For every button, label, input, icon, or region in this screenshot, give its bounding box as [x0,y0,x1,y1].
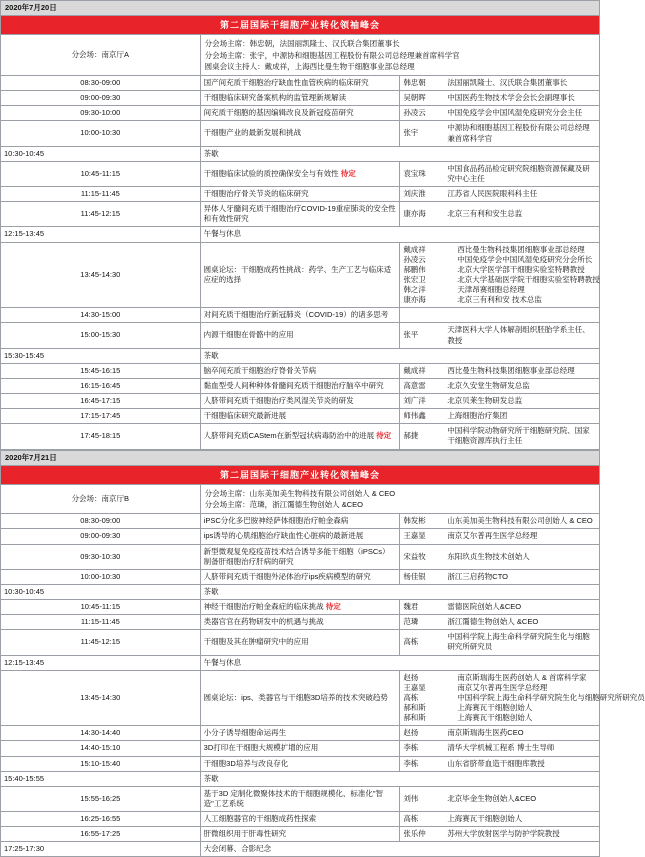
agenda-row [1,378,600,393]
agenda-row [1,161,600,186]
session-time: 16:15-16:45 [1,378,201,393]
session-topic [200,514,400,529]
session-speaker [400,544,600,569]
speaker-name: 郝捷 [403,431,419,441]
session-speaker [400,106,600,121]
session-time: 09:30-10:00 [1,106,201,121]
session-time: 10:45-11:15 [1,600,201,615]
agenda-break-row [1,842,600,857]
speaker-name: 范璘 [403,617,419,627]
session-room-label: 分会场：南京厅B [1,484,201,514]
session-topic [200,187,400,202]
agenda-row [1,786,600,811]
day-date-bar [1,450,600,465]
session-topic-text: 人工细胞器官的干细胞成药性探索 [203,814,317,824]
session-topic [200,409,400,424]
speaker-affiliation: 中国科学院上海生命科学研究院生化与细胞研究所研究员 [447,632,590,652]
session-speaker [400,363,600,378]
session-speaker [400,514,600,529]
agenda-table-day1 [0,0,600,450]
speaker-affiliation: 雷德医院创始人&CEO [447,602,522,612]
panelist-list [400,670,645,726]
session-time: 15:45-16:15 [1,363,201,378]
session-time: 14:30-15:00 [1,308,201,323]
panelist-affiliation: 北京三有利和安 技术总监 [457,295,542,305]
session-time: 11:15-11:45 [1,615,201,630]
speaker-name: 高意雷 [403,380,426,390]
speaker-affiliation: 中国医药生物技术学会会长会副理事长 [447,93,575,103]
session-chair-line: 分会场主席：山东美加美生物科技有限公司创始人 & CEO [204,488,396,498]
speaker-affiliation: 东阳玖贞生物技术创始人 [447,551,530,561]
panelist-names [403,673,457,724]
session-chair-list [200,484,599,514]
agenda-row [1,91,600,106]
agenda-table-day2 [0,450,645,857]
speaker-affiliation: 天津医科大学人体解剖组织胚胎学系主任、教授 [447,325,590,345]
session-chair-line: 圆桌会议主持人：戴成祥，上海西比曼生物干细胞事业部总经理 [204,61,415,71]
panelist-name: 戴成祥 [403,244,426,254]
agenda-row [1,600,600,615]
session-topic [200,91,400,106]
session-topic-text: 干细胞治疗骨关节炎的临床研究 [203,189,309,199]
session-time: 17:15-17:45 [1,409,201,424]
session-topic [200,323,400,348]
session-topic-text: 小分子诱导细胞命运再生 [203,728,287,738]
agenda-row [1,363,600,378]
session-speaker [400,76,600,91]
session-pending-badge: 待定 [340,168,356,178]
speaker-affiliation: 浙江三启药物CTO [447,571,509,581]
speaker-name: 赵扬 [403,728,419,738]
session-topic [200,106,400,121]
session-time: 13:45-14:30 [1,242,201,308]
speaker-name: 李栋 [403,758,419,768]
session-topic [200,544,400,569]
panelist-affiliations [457,244,600,306]
session-time: 11:45-12:15 [1,630,201,655]
break-time: 15:40-15:55 [1,771,201,786]
agenda-row [1,514,600,529]
session-topic [200,424,400,449]
session-time: 16:55-17:25 [1,827,201,842]
panelist-list [400,242,600,308]
session-speaker [400,187,600,202]
session-speaker [400,323,600,348]
session-time: 13:45-14:30 [1,670,201,726]
session-topic-text: 肝微组织用于肝毒性研究 [203,829,287,839]
speaker-name: 戴成祥 [403,365,426,375]
panelist-name: 王嘉显 [403,682,426,692]
agenda-row [1,615,600,630]
session-pending-badge: 待定 [376,431,392,441]
session-time: 11:15-11:45 [1,187,201,202]
session-time: 14:30-14:40 [1,726,201,741]
break-label: 午餐与休息 [200,227,599,242]
speaker-affiliation: 苏州大学放射医学与防护学院教授 [447,829,560,839]
session-chair-line: 分会场主席：范璘，浙江霭德生物创始人 &CEO [204,500,363,510]
session-topic: 圆桌论坛：ips、类器官与干细胞3D培养的技术突破趋势 [200,670,400,726]
break-label: 茶歇 [200,146,599,161]
speaker-affiliation: 法国丽凯隆士、汉氏联合集团董事长 [447,78,568,88]
agenda-row [1,726,600,741]
session-pending-badge: 待定 [325,602,341,612]
session-room-label: 分会场：南京厅A [1,35,201,76]
day-date: 2020年7月21日 [1,450,600,465]
speaker-name: 韩忠朝 [403,78,426,88]
agenda-break-row [1,348,600,363]
speaker-affiliation: 北京久安堂生物研发总监 [447,380,530,390]
session-topic [200,121,400,146]
panelist-name: 孙凌云 [403,254,426,264]
session-time: 14:40-15:10 [1,741,201,756]
session-speaker [400,630,600,655]
session-topic-text: 异体人牙髓间充质干细胞治疗COVID-19重症肺炎的安全性和有效性研究 [203,204,396,224]
speaker-affiliation: 中国免疫学会中国风湿免疫研究分会主任 [447,108,583,118]
panelist-name: 高栋 [403,692,419,702]
session-topic [200,308,400,323]
speaker-name: 师伟鑫 [403,411,426,421]
speaker-name: 刘广洋 [403,396,426,406]
agenda-row [1,394,600,409]
session-speaker [400,161,600,186]
agenda-row [1,424,600,449]
agenda-row [1,756,600,771]
agenda-break-row [1,584,600,599]
break-time: 10:30-10:45 [1,584,201,599]
day-date: 2020年7月20日 [1,1,600,16]
speaker-name: 魏君 [403,602,419,612]
break-label: 茶歇 [200,584,599,599]
speaker-affiliation: 浙江霭德生物创始人 &CEO [447,617,539,627]
session-chair-line: 分会场主席：张宇，中源协和细胞基因工程股份有限公司总经理兼首席科学官 [204,50,460,60]
session-topic [200,202,400,227]
session-speaker [400,827,600,842]
session-chair-row [1,484,600,514]
session-topic [200,569,400,584]
session-speaker [400,424,600,449]
agenda-row [1,202,600,227]
session-topic [200,756,400,771]
speaker-affiliation: 上海赛瓦干细胞创始人 [447,814,523,824]
session-time: 10:45-11:15 [1,161,201,186]
session-speaker [400,786,600,811]
session-topic [200,394,400,409]
speaker-name: 袁宝珠 [403,168,426,178]
session-topic [200,600,400,615]
agenda-row [1,827,600,842]
speaker-affiliation: 北京贝莱生物研发总监 [447,396,523,406]
session-speaker [400,394,600,409]
session-time: 16:25-16:55 [1,812,201,827]
session-speaker [400,121,600,146]
speaker-name: 张宇 [403,128,419,138]
agenda-panel-row [1,242,600,308]
speaker-affiliation: 中国科学院动物研究所干细胞研究院、国家干细胞资源库执行主任 [447,426,590,446]
agenda-row [1,569,600,584]
summit-title: 第二届国际干细胞产业转化领袖峰会 [1,16,600,35]
session-time: 08:30-09:00 [1,514,201,529]
summit-title: 第二届国际干细胞产业转化领袖峰会 [1,465,600,484]
session-topic-text: 国产间充质干细胞治疗缺血性血管疾病的临床研究 [203,78,369,88]
panelist-name: 韩之洋 [403,285,426,295]
session-topic-text: 人脐带间充质干细胞治疗类风湿关节炎的研发 [203,396,354,406]
session-topic-text: 间充质干细胞的基因编辑改良及新冠疫苗研究 [203,108,354,118]
session-topic-text: 干细胞产业的最新发展和挑战 [203,128,302,138]
agenda-row [1,76,600,91]
break-label: 茶歇 [200,348,599,363]
agenda-row [1,409,600,424]
break-time: 12:15-13:45 [1,227,201,242]
panelist-affiliation: 北京大学医学部干细胞实验室特聘教授 [457,264,585,274]
session-time: 15:10-15:40 [1,756,201,771]
session-topic: 圆桌论坛：干细胞成药性挑战：药学、生产工艺与临床适应症的选择 [200,242,400,308]
session-topic [200,812,400,827]
session-topic-text: 干细胞临床研究最新进展 [203,411,287,421]
agenda-row [1,323,600,348]
session-topic-text: 干细胞及其在肿瘤研究中的应用 [203,637,309,647]
session-time: 10:00-10:30 [1,121,201,146]
session-topic-text: 3D打印在干细胞大规模扩增的应用 [203,743,319,753]
speaker-name: 高栋 [403,814,419,824]
speaker-affiliation: 山东美加美生物科技有限公司创始人 & CEO [447,516,593,526]
panelist-name: 郝鹏伟 [403,264,426,274]
speaker-name: 韩发彬 [403,516,426,526]
session-speaker [400,202,600,227]
panelist-affiliation: 北京大学基础医学院干细胞实验室特聘教授 [457,274,600,284]
session-time: 09:30-10:30 [1,544,201,569]
speaker-affiliation: 山东省脐带血造干细胞库教授 [447,758,545,768]
panelist-names [403,245,457,306]
agenda-row [1,106,600,121]
break-label: 大会闭幕、合影纪念 [200,842,599,857]
speaker-name: 刘庆淮 [403,189,426,199]
speaker-name: 康亦海 [403,209,426,219]
break-time: 10:30-10:45 [1,146,201,161]
panelist-affiliation: 西比曼生物科技集团细胞事业部总经理 [457,244,585,254]
session-topic-text: 干细胞临床研究备案机构的监管理新规解读 [203,93,347,103]
session-speaker [400,529,600,544]
session-topic-text: 神经干细胞治疗帕金森症的临床挑战 [203,602,324,612]
panelist-affiliation: 上海赛瓦干细胞创始人 [457,713,533,723]
session-time: 16:45-17:15 [1,394,201,409]
session-topic [200,363,400,378]
session-chair-list [200,35,599,76]
session-time: 17:45-18:15 [1,424,201,449]
agenda-break-row [1,227,600,242]
session-topic-text: 干细胞临床试验的质控确保安全与有效性 [203,168,339,178]
break-time: 17:25-17:30 [1,842,201,857]
speaker-name: 张平 [403,330,419,340]
speaker-affiliation: 中国食品药品检定研究院细胞资源保藏及研究中心主任 [447,163,590,183]
session-topic [200,741,400,756]
speaker-name: 吴朝晖 [403,93,426,103]
speaker-name: 王嘉显 [403,531,426,541]
agenda-break-row [1,146,600,161]
session-speaker [400,812,600,827]
session-topic-text: 人脐带间充质干细胞外泌体治疗ips疾病模型的研究 [203,571,371,581]
speaker-affiliation: 清华大学机械工程系 博士生导师 [447,743,555,753]
session-topic-text: 干细胞3D培养与改良存化 [203,758,289,768]
session-topic-text: 内源干细胞在骨骼中的应用 [203,330,294,340]
speaker-affiliation: 南京斯瑞海生医药CEO [447,728,524,738]
session-chair-row [1,35,600,76]
session-speaker [400,756,600,771]
session-topic [200,827,400,842]
speaker-name: 孙凌云 [403,108,426,118]
panelist-affiliation: 中国科学院上海生命科学研究院生化与细胞研究所研究员 [457,692,645,702]
panelist-name: 张宏卫 [403,274,426,284]
session-topic-text: 新型微观复免疫疫苗技术结合诱导多能干细胞（iPSCs）制备肝细胞治疗肝病的研究 [203,546,390,566]
session-speaker [400,600,600,615]
panelist-affiliation: 天津昂赛细胞总经理 [457,285,525,295]
session-chair-line: 分会场主席：韩忠朝，法国丽凯隆士、汉氏联合集团董事长 [204,39,400,49]
session-topic-text: ips诱导的心肌细胞治疗缺血性心脏病的最新进展 [203,531,364,541]
session-time: 09:00-09:30 [1,529,201,544]
session-time: 15:55-16:25 [1,786,201,811]
speaker-name: 张乐仲 [403,829,426,839]
session-topic [200,161,400,186]
summit-title-bar [1,465,600,484]
summit-title-bar [1,16,600,35]
speaker-affiliation: 西比曼生物科技集团细胞事业部总经理 [447,365,575,375]
agenda-row [1,121,600,146]
speaker-name: 宋益牧 [403,551,426,561]
break-label: 午餐与休息 [200,655,599,670]
speaker-affiliation: 南京艾尔普再生医学总经理 [447,531,538,541]
session-speaker [400,91,600,106]
session-topic [200,529,400,544]
session-topic-text: 基于3D 定制化微聚体技术的干细胞规模化、标准化"智造"工艺系统 [203,788,383,808]
session-time: 11:45-12:15 [1,202,201,227]
speaker-affiliation: 北京毕金生物创始人&CEO [447,793,537,803]
speaker-affiliation: 上海细胞治疗集团 [447,411,508,421]
session-speaker [400,726,600,741]
session-topic-text: 脑卒间充质干细胞治疗脊骨关节病 [203,365,317,375]
session-topic-text: 人脐带间充质CAStem在新型冠状病毒防治中的进展 [203,431,375,441]
session-topic [200,76,400,91]
panelist-affiliations [457,672,645,724]
speaker-affiliation: 北京三有利和安生总监 [447,209,523,219]
session-topic-text: 类器官官在药物研发中的机遇与挑战 [203,617,324,627]
day-date-bar [1,1,600,16]
session-topic [200,786,400,811]
session-speaker [400,409,600,424]
session-time: 08:30-09:00 [1,76,201,91]
panelist-name: 郝和斯 [403,703,426,713]
agenda-break-row [1,655,600,670]
break-label: 茶歇 [200,771,599,786]
speaker-name: 李栋 [403,743,419,753]
session-topic [200,726,400,741]
panelist-affiliation: 上海赛瓦干细胞创始人 [457,703,533,713]
session-topic [200,630,400,655]
agenda-row [1,812,600,827]
session-speaker [400,615,600,630]
agenda-row [1,741,600,756]
agenda-panel-row [1,670,600,726]
speaker-affiliation: 江苏省人民医院眼科科主任 [447,189,538,199]
panelist-affiliation: 中国免疫学会中国风湿免疫研究分会所长 [457,254,593,264]
session-topic-text: 黏血型受人间种种体骨髓间充质干细胞治疗脑卒中研究 [203,380,384,390]
session-time: 09:00-09:30 [1,91,201,106]
session-speaker [400,741,600,756]
panelist-affiliation: 南京艾尔普再生医学总经理 [457,682,548,692]
session-speaker [400,308,600,323]
session-time: 10:00-10:30 [1,569,201,584]
session-speaker [400,378,600,393]
agenda-break-row [1,771,600,786]
session-time: 15:00-15:30 [1,323,201,348]
panelist-name: 郝和斯 [403,713,426,723]
session-speaker [400,569,600,584]
agenda-row [1,187,600,202]
agenda-row [1,630,600,655]
break-time: 12:15-13:45 [1,655,201,670]
speaker-name: 杨佳银 [403,571,426,581]
panelist-name: 康亦海 [403,295,426,305]
speaker-name: 刘伟 [403,793,419,803]
agenda-row [1,308,600,323]
panelist-affiliation: 南京斯瑞海生医药创始人 & 首席科学家 [457,672,587,682]
agenda-row [1,544,600,569]
session-topic [200,378,400,393]
speaker-name: 高栋 [403,637,419,647]
agenda-row [1,529,600,544]
panelist-name: 赵扬 [403,672,419,682]
session-topic [200,615,400,630]
speaker-affiliation: 中源协和细胞基因工程股份有限公司总经理兼首席科学官 [447,123,590,143]
session-topic-text: 对间充质干细胞治疗新冠肺炎（COVID-19）的诸多思考 [203,310,389,320]
session-topic-text: iPSC分化多巴胺神经萨体细胞治疗帕金森病 [203,516,349,526]
break-time: 15:30-15:45 [1,348,201,363]
